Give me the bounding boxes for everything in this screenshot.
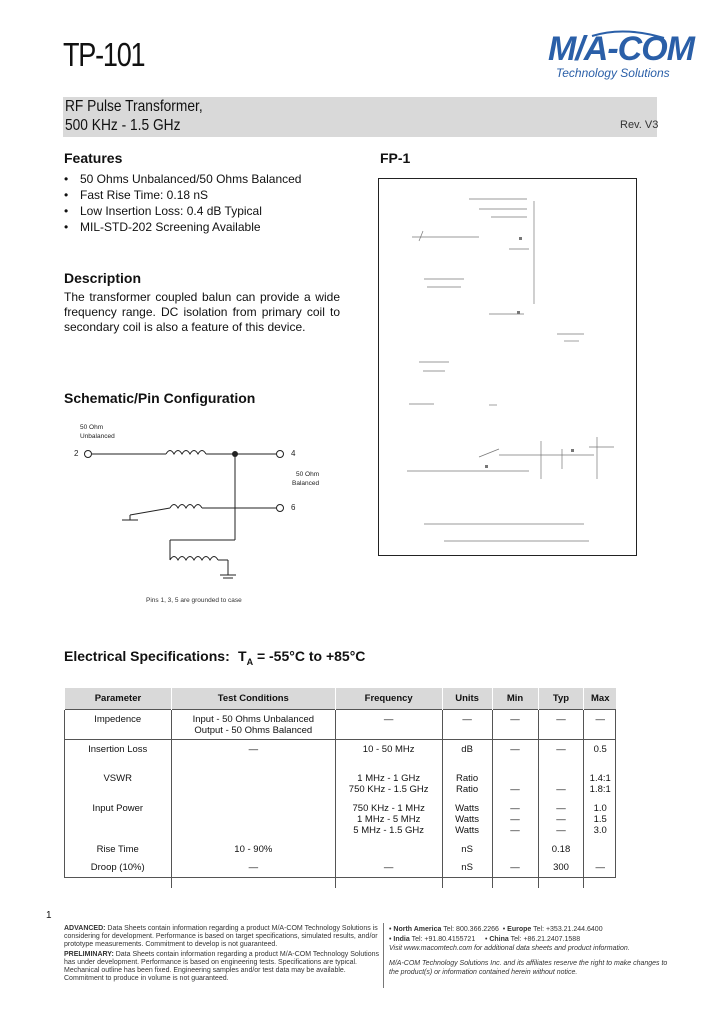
spec-table-header (65, 688, 617, 709)
label-balanced: Balanced (292, 480, 320, 487)
product-title-line1: RF Pulse Transformer, (65, 98, 203, 115)
table-cell: — (492, 739, 538, 769)
col-header: Typ (538, 688, 584, 709)
feature-item: • Low Insertion Loss: 0.4 dB Typical (64, 203, 301, 219)
table-cell: — (335, 709, 442, 739)
table-cell: 10 - 90% (171, 840, 335, 858)
table-cell: Rise Time (96, 844, 139, 855)
table-cell: — (492, 709, 538, 739)
junction-dot (232, 451, 238, 457)
spec-table (64, 688, 616, 888)
table-cell: Input Power (92, 803, 144, 814)
table-cell (492, 840, 538, 858)
pin-4-label: 4 (291, 449, 296, 458)
table-cell: 0.18 (538, 840, 584, 858)
table-cell: — (538, 739, 584, 769)
package-heading: FP-1 (380, 150, 411, 166)
product-title-line2: 500 KHz - 1.5 GHz (65, 117, 181, 134)
col-header: Parameter (65, 688, 172, 709)
feature-item: • MIL-STD-202 Screening Available (64, 219, 301, 235)
package-outline-svg (379, 179, 636, 555)
table-cell: 1.0 1.5 3.0 (584, 799, 616, 840)
table-cell: Insertion Loss (65, 739, 172, 769)
revision-label: Rev. V3 (620, 119, 659, 131)
features-heading: Features (64, 150, 123, 166)
label-unbalanced-ohm: 50 Ohm (80, 424, 104, 431)
logo-wordmark: M/A-COM (548, 30, 694, 68)
footer-rights: M/A-COM Technology Solutions Inc. and its affiliates reserve the right to make changes to the product(s) or information contained herein without notice. (389, 959, 668, 976)
table-cell: — (171, 739, 335, 769)
table-cell (584, 840, 616, 858)
table-cell: 0.5 (584, 739, 616, 769)
schematic-heading: Schematic/Pin Configuration (64, 390, 256, 406)
table-row (65, 739, 617, 769)
table-cell: — (171, 858, 335, 888)
col-header: Frequency (335, 688, 442, 709)
feature-item: • Fast Rise Time: 0.18 nS (64, 187, 301, 203)
table-cell: — (584, 858, 616, 888)
table-cell: 750 KHz - 1 MHz 1 MHz - 5 MHz 5 MHz - 1.5 GHz (335, 799, 442, 840)
table-cell: nS (442, 840, 492, 858)
footer-contacts: • North America Tel: 800.366.2266 • Europe Tel: +353.21.244.6400 • India Tel: +91.80.4155721 • China Tel: +86.21.2407.1588 Visit www.macomtech.com for additional data sheets and product information. M/A-COM Technology Solutions Inc. and its affiliates reserve the right to make changes to the product(s) or information contained herein without notice. (389, 926, 668, 976)
table-cell: 300 (538, 858, 584, 888)
table-cell: Watts Watts Watts (442, 799, 492, 840)
table-cell: nS (442, 858, 492, 888)
table-row (65, 709, 617, 739)
table-cell: Ratio Ratio (442, 769, 492, 799)
col-header: Min (492, 688, 538, 709)
footer-disclaimer: ADVANCED: Data Sheets contain information regarding a product M/A-COM Technology Solutions is considering for development. Performance is based on target specifications, simulated results, and/or prototype measurements. Commitment to develop is not guaranteed. PRELIMINARY: Data Sheets contain information regarding a product M/A-COM Technology Solutions has under development. Performance is based on engineering tests. Specifications are typical. Mechanical outline has been fixed. Engineering samples and/or test data may be available. Commitment to produce in volume is not guaranteed. (64, 925, 380, 982)
table-row (65, 858, 617, 888)
part-number: TP-101 (63, 36, 145, 73)
table-cell: — — — (492, 799, 538, 840)
table-cell: — (335, 858, 442, 888)
features-list (64, 171, 301, 235)
table-cell: — (538, 769, 584, 799)
table-cell: Impedence (65, 709, 172, 739)
label-unbalanced: Unbalanced (80, 433, 115, 440)
package-outline-drawing (378, 178, 637, 556)
table-cell (335, 840, 442, 858)
table-cell: — (584, 709, 616, 739)
table-cell: — — — (538, 799, 584, 840)
table-cell (171, 799, 335, 840)
table-cell: dB (442, 739, 492, 769)
feature-item: • 50 Ohms Unbalanced/50 Ohms Balanced (64, 171, 301, 187)
electrical-specs-heading: Electrical Specifications: (64, 648, 230, 664)
pin-2-label: 2 (74, 449, 79, 458)
logo-tagline: Technology Solutions (556, 66, 670, 80)
table-cell: Droop (10%) (90, 862, 145, 873)
description-text: The transformer coupled balun can provide a wide frequency range. DC isolation from primary coil to secondary coil is also a feature of this device. (64, 290, 340, 334)
label-balanced-ohm: 50 Ohm (296, 471, 320, 478)
table-cell: 1.4:1 1.8:1 (584, 769, 616, 799)
col-header: Units (442, 688, 492, 709)
page-number: 1 (46, 910, 52, 921)
table-cell: — (442, 709, 492, 739)
table-cell (171, 769, 335, 799)
table-row (65, 840, 617, 858)
schematic-diagram (70, 420, 330, 610)
col-header: Test Conditions (171, 688, 335, 709)
table-row (65, 769, 617, 799)
footer-visit-link[interactable]: Visit www.macomtech.com for additional data sheets and product information. (389, 945, 630, 952)
table-cell: VSWR (103, 773, 132, 784)
footer-divider (383, 923, 384, 988)
temperature-range: $T_A = -55^\circ C$ to +85°C (238, 648, 366, 667)
table-cell: — (538, 709, 584, 739)
table-cell: — (492, 769, 538, 799)
table-cell: Input - 50 Ohms Unbalanced Output - 50 Ohms Balanced (171, 709, 335, 739)
pin-6-label: 6 (291, 503, 296, 512)
col-header: Max (584, 688, 616, 709)
pin-ground-note: Pins 1, 3, 5 are grounded to case (146, 597, 242, 604)
table-cell: 10 - 50 MHz (335, 739, 442, 769)
table-cell: 1 MHz - 1 GHz 750 KHz - 1.5 GHz (335, 769, 442, 799)
table-cell: — (492, 858, 538, 888)
table-row (65, 799, 617, 840)
description-heading: Description (64, 270, 142, 286)
